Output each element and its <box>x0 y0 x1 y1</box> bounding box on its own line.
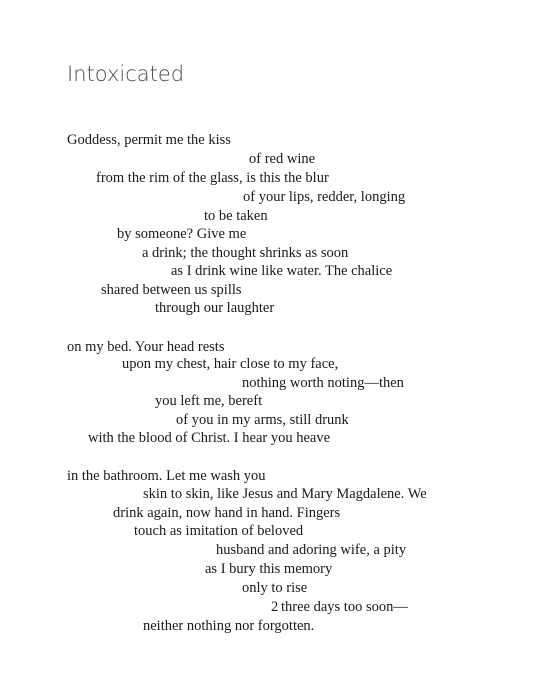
poem-line: only to rise <box>242 580 308 596</box>
poem-line: nothing worth noting—then <box>242 375 404 391</box>
poem-line: as I bury this memory <box>205 561 333 577</box>
poem-line: as I drink wine like water. The chalice <box>171 263 393 279</box>
poem-line: touch as imitation of beloved <box>134 523 304 539</box>
poem-line: from the rim of the glass, is this the blur <box>96 170 329 186</box>
poem-line: Goddess, permit me the kiss <box>67 132 231 148</box>
poem-line: on my bed. Your head rests <box>67 339 225 355</box>
poem-line: upon my chest, hair close to my face, <box>122 356 339 372</box>
poem-line: you left me, bereft <box>155 393 263 409</box>
page-number: 2 <box>271 599 279 615</box>
poem-line: a drink; the thought shrinks as soon <box>142 245 349 261</box>
poem-line: of red wine <box>249 151 316 167</box>
poem-line: drink again, now hand in hand. Fingers <box>113 505 341 521</box>
poem-line: with the blood of Christ. I hear you heave <box>88 430 331 446</box>
poem-line: of your lips, redder, longing <box>243 189 406 205</box>
poem-line: three days too soon— <box>281 599 408 615</box>
poem-line: through our laughter <box>155 300 275 316</box>
poem-line: by someone? Give me <box>117 226 247 242</box>
poem-line: in the bathroom. Let me wash you <box>67 468 266 484</box>
poem-title: Intoxicated <box>67 62 185 86</box>
poem-line: shared between us spills <box>101 282 242 298</box>
poem-line: neither nothing nor forgotten. <box>143 618 315 634</box>
poem-line: of you in my arms, still drunk <box>176 412 349 428</box>
poem-line: skin to skin, like Jesus and Mary Magdalene. We <box>143 486 427 502</box>
poem-line: to be taken <box>204 208 268 224</box>
poem-line: husband and adoring wife, a pity <box>216 542 407 558</box>
